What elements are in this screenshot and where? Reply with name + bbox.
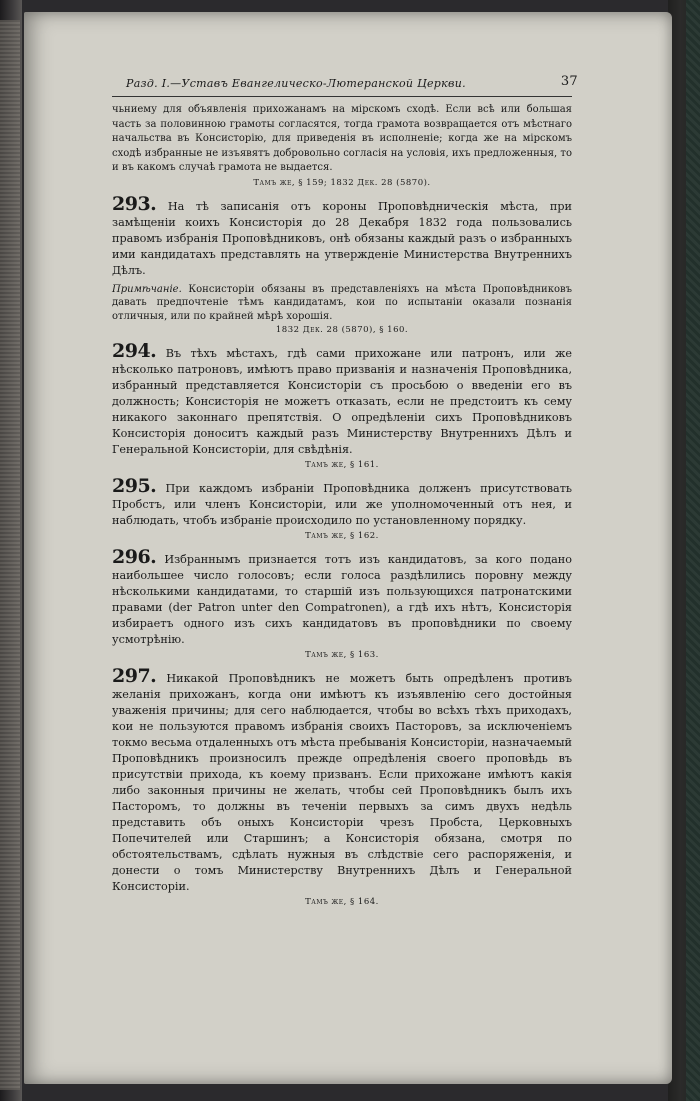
article-ref: 1832 Дек. 28 (5870), § 160.	[275, 325, 409, 335]
article-text: Избраннымъ признается тотъ изъ кандидатовъ, за кого подано наибольшее число голосовъ; если голоса раздѣлились поровну между нѣсколькими кандидатами, то старшій изъ пользующихся патронатскими правами (der Patron unter den Compatronen), а гдѣ ихъ нѣтъ, Консисторія избираетъ одного изъ сихъ кандидатовъ въ проповѣдники по своему усмотрѣнію.	[112, 553, 572, 646]
article-number: 293.	[112, 192, 157, 215]
note-text: Консисторіи обязаны въ представленіяхъ на мѣста Проповѣдниковъ давать предпочтеніе тѣмъ кандидатамъ, кои по испытаніи оказали познанія отличныя, или по крайней мѣрѣ хорошія.	[112, 283, 572, 322]
article-number: 294.	[112, 340, 157, 362]
running-head: Разд. I.—Уставъ Евангелическо-Лютеранской Церкви.	[126, 77, 466, 90]
article-ref: Тамъ же, § 163.	[305, 650, 379, 660]
article-text: На тѣ записанія отъ короны Проповѣдническія мѣста, при замѣщеніи коихъ Консисторія до 28 Декабря 1832 года пользовались правомъ избранія Проповѣдниковъ, онѣ обязаны каждый разъ о избранныхъ ими кандидатахъ представлять на утвержденіе Министерства Внутреннихъ Дѣлъ.	[112, 199, 572, 277]
article-ref: Тамъ же, § 164.	[305, 897, 379, 907]
book-page	[24, 12, 672, 1084]
article-ref: Тамъ же, § 162.	[305, 531, 379, 541]
article-note	[112, 283, 572, 324]
article-text: При каждомъ избраніи Проповѣдника долженъ присутствовать Пробстъ, или членъ Консисторіи, или же уполномоченный отъ нея, и наблюдать, чтобъ избраніе происходило по установленному порядку.	[112, 482, 572, 527]
note-label: Примѣчаніе.	[112, 283, 182, 295]
page-header	[112, 74, 578, 97]
article-293	[112, 192, 572, 324]
article-ref: Тамъ же, § 161.	[305, 460, 379, 470]
article-number: 297.	[112, 665, 157, 687]
book-cover-edge	[668, 0, 700, 1101]
intro-paragraph	[112, 103, 572, 176]
article-296	[112, 546, 572, 648]
article-text: Въ тѣхъ мѣстахъ, гдѣ сами прихожане или патронъ, или же нѣсколько патроновъ, имѣютъ право призванія и назначенія Проповѣдника, избранный представляется Консисторіи съ просьбою о введеніи его въ должность; Консисторія не можетъ отказать, если не предстоитъ къ сему никакого законнаго препятствія. О опредѣленіи сихъ Проповѣдниковъ Консисторія доноситъ каждый разъ Министерству Внутреннихъ Дѣлъ и Генеральной Консисторіи, для свѣдѣнія.	[112, 347, 573, 456]
intro-text: чьниему для объявленія прихожанамъ на мірскомъ сходѣ. Если всѣ или большая часть за половинною грамоты согласятся, тогда грамота возвращается отъ мѣстнаго начальства въ Консисторію, для приведенія въ исполненіе; когда же на мірскомъ сходѣ избранные не изъявятъ добровольно согласія на условія, ихъ предложенныя, то и въ какомъ случаѣ грамота не выдается.	[112, 104, 572, 173]
intro-ref: Тамъ же, § 159; 1832 Дек. 28 (5870).	[253, 177, 431, 188]
page-number: 37	[560, 74, 578, 89]
page-content	[112, 74, 578, 911]
article-294	[112, 340, 573, 458]
article-number: 295.	[112, 475, 157, 497]
article-297	[112, 665, 572, 895]
article-text: Никакой Проповѣдникъ не можетъ быть опредѣленъ противъ желанія прихожанъ, когда они имѣютъ къ изъявленію сего достойныя уваженія причины; для сего наблюдается, чтобы во всѣхъ тѣхъ приходахъ, кои не пользуются правомъ избранія своихъ Пасторовъ, за исключеніемъ токмо весьма отдаленныхъ отъ мѣста пребыванія Консисторіи, назначаемый Проповѣдникъ произносилъ прежде опредѣленія своего проповѣдь въ присутствіи прихода, къ коему призванъ. Если прихожане имѣютъ какія либо законныя причины не желать, чтобы сей Проповѣдникъ былъ ихъ Пасторомъ, то должны въ теченіи первыхъ за симъ двухъ недѣль представить объ оныхъ Консисторіи чрезъ Пробста, Церковныхъ Попечителей или Старшинъ; а Консисторія обязана, смотря по обстоятельствамъ, сдѣлать нужныя въ слѣдствіе сего распоряженія, и донести о томъ Министерству Внутреннихъ Дѣлъ и Генеральной Консисторіи.	[112, 672, 572, 893]
article-number: 296.	[112, 546, 157, 568]
article-295	[112, 475, 572, 529]
page-edges	[0, 20, 20, 1090]
